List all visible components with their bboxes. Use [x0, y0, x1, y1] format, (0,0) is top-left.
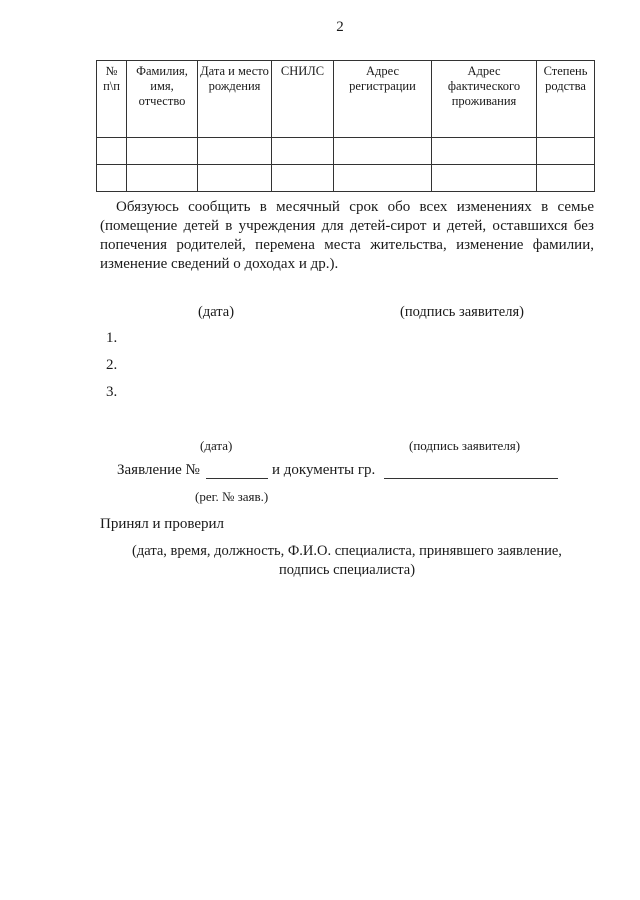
- column-header-full-name: Фамилия, имя, отчество: [127, 61, 198, 138]
- documents-label: и документы гр.: [272, 462, 376, 478]
- date-label: (дата): [200, 438, 233, 453]
- registration-number-caption: (рег. № заяв.): [195, 489, 269, 504]
- application-number-label: Заявление №: [117, 462, 200, 478]
- table-row: [97, 165, 595, 192]
- table-cell[interactable]: [97, 138, 127, 165]
- table-cell[interactable]: [127, 138, 198, 165]
- table-cell[interactable]: [537, 138, 595, 165]
- table-header-row: [97, 61, 595, 138]
- table-cell[interactable]: [432, 138, 537, 165]
- list-item-number: 2.: [106, 357, 118, 373]
- table-cell[interactable]: [97, 165, 127, 192]
- table-cell[interactable]: [334, 165, 432, 192]
- specialist-caption-line-2: подпись специалиста): [278, 562, 416, 578]
- family-members-table: [96, 60, 595, 192]
- column-header-snils: СНИЛС: [272, 61, 334, 138]
- applicant-signature-label: (подпись заявителя): [400, 304, 524, 320]
- table-cell[interactable]: [334, 138, 432, 165]
- applicant-signature-label: (подпись заявителя): [409, 438, 521, 453]
- column-header-actual-address: Адрес фактического проживания: [432, 61, 537, 138]
- column-header-relationship: Степень родства: [537, 61, 595, 138]
- column-header-registration-address: Адрес регистрации: [334, 61, 432, 138]
- specialist-caption-line-1: (дата, время, должность, Ф.И.О. специалиста, принявшего заявление,: [132, 543, 562, 559]
- table-cell[interactable]: [198, 165, 272, 192]
- accepted-checked-label: Принял и проверил: [100, 516, 224, 532]
- table-cell[interactable]: [432, 165, 537, 192]
- column-header-number: № п\п: [97, 61, 127, 138]
- date-label: (дата): [198, 304, 235, 320]
- table-cell[interactable]: [272, 165, 334, 192]
- table-cell[interactable]: [272, 138, 334, 165]
- table-cell[interactable]: [537, 165, 595, 192]
- specialist-caption: [100, 542, 594, 580]
- table-cell[interactable]: [198, 138, 272, 165]
- application-number-field[interactable]: [206, 478, 268, 479]
- citizen-name-field[interactable]: [384, 478, 558, 479]
- list-item-number: 1.: [106, 330, 118, 346]
- page-number: 2: [336, 19, 344, 35]
- obligation-paragraph: Обязуюсь сообщить в месячный срок обо всех изменениях в семье (помещение детей в учреждения для детей-сирот и детей, оставшихся без попечения родителей, перемена места жительства, изменение фамилии, изменение сведений о доходах и др.).: [100, 199, 594, 272]
- column-header-birth-date-place: Дата и место рождения: [198, 61, 272, 138]
- table-cell[interactable]: [127, 165, 198, 192]
- table-row: [97, 138, 595, 165]
- list-item-number: 3.: [106, 384, 118, 400]
